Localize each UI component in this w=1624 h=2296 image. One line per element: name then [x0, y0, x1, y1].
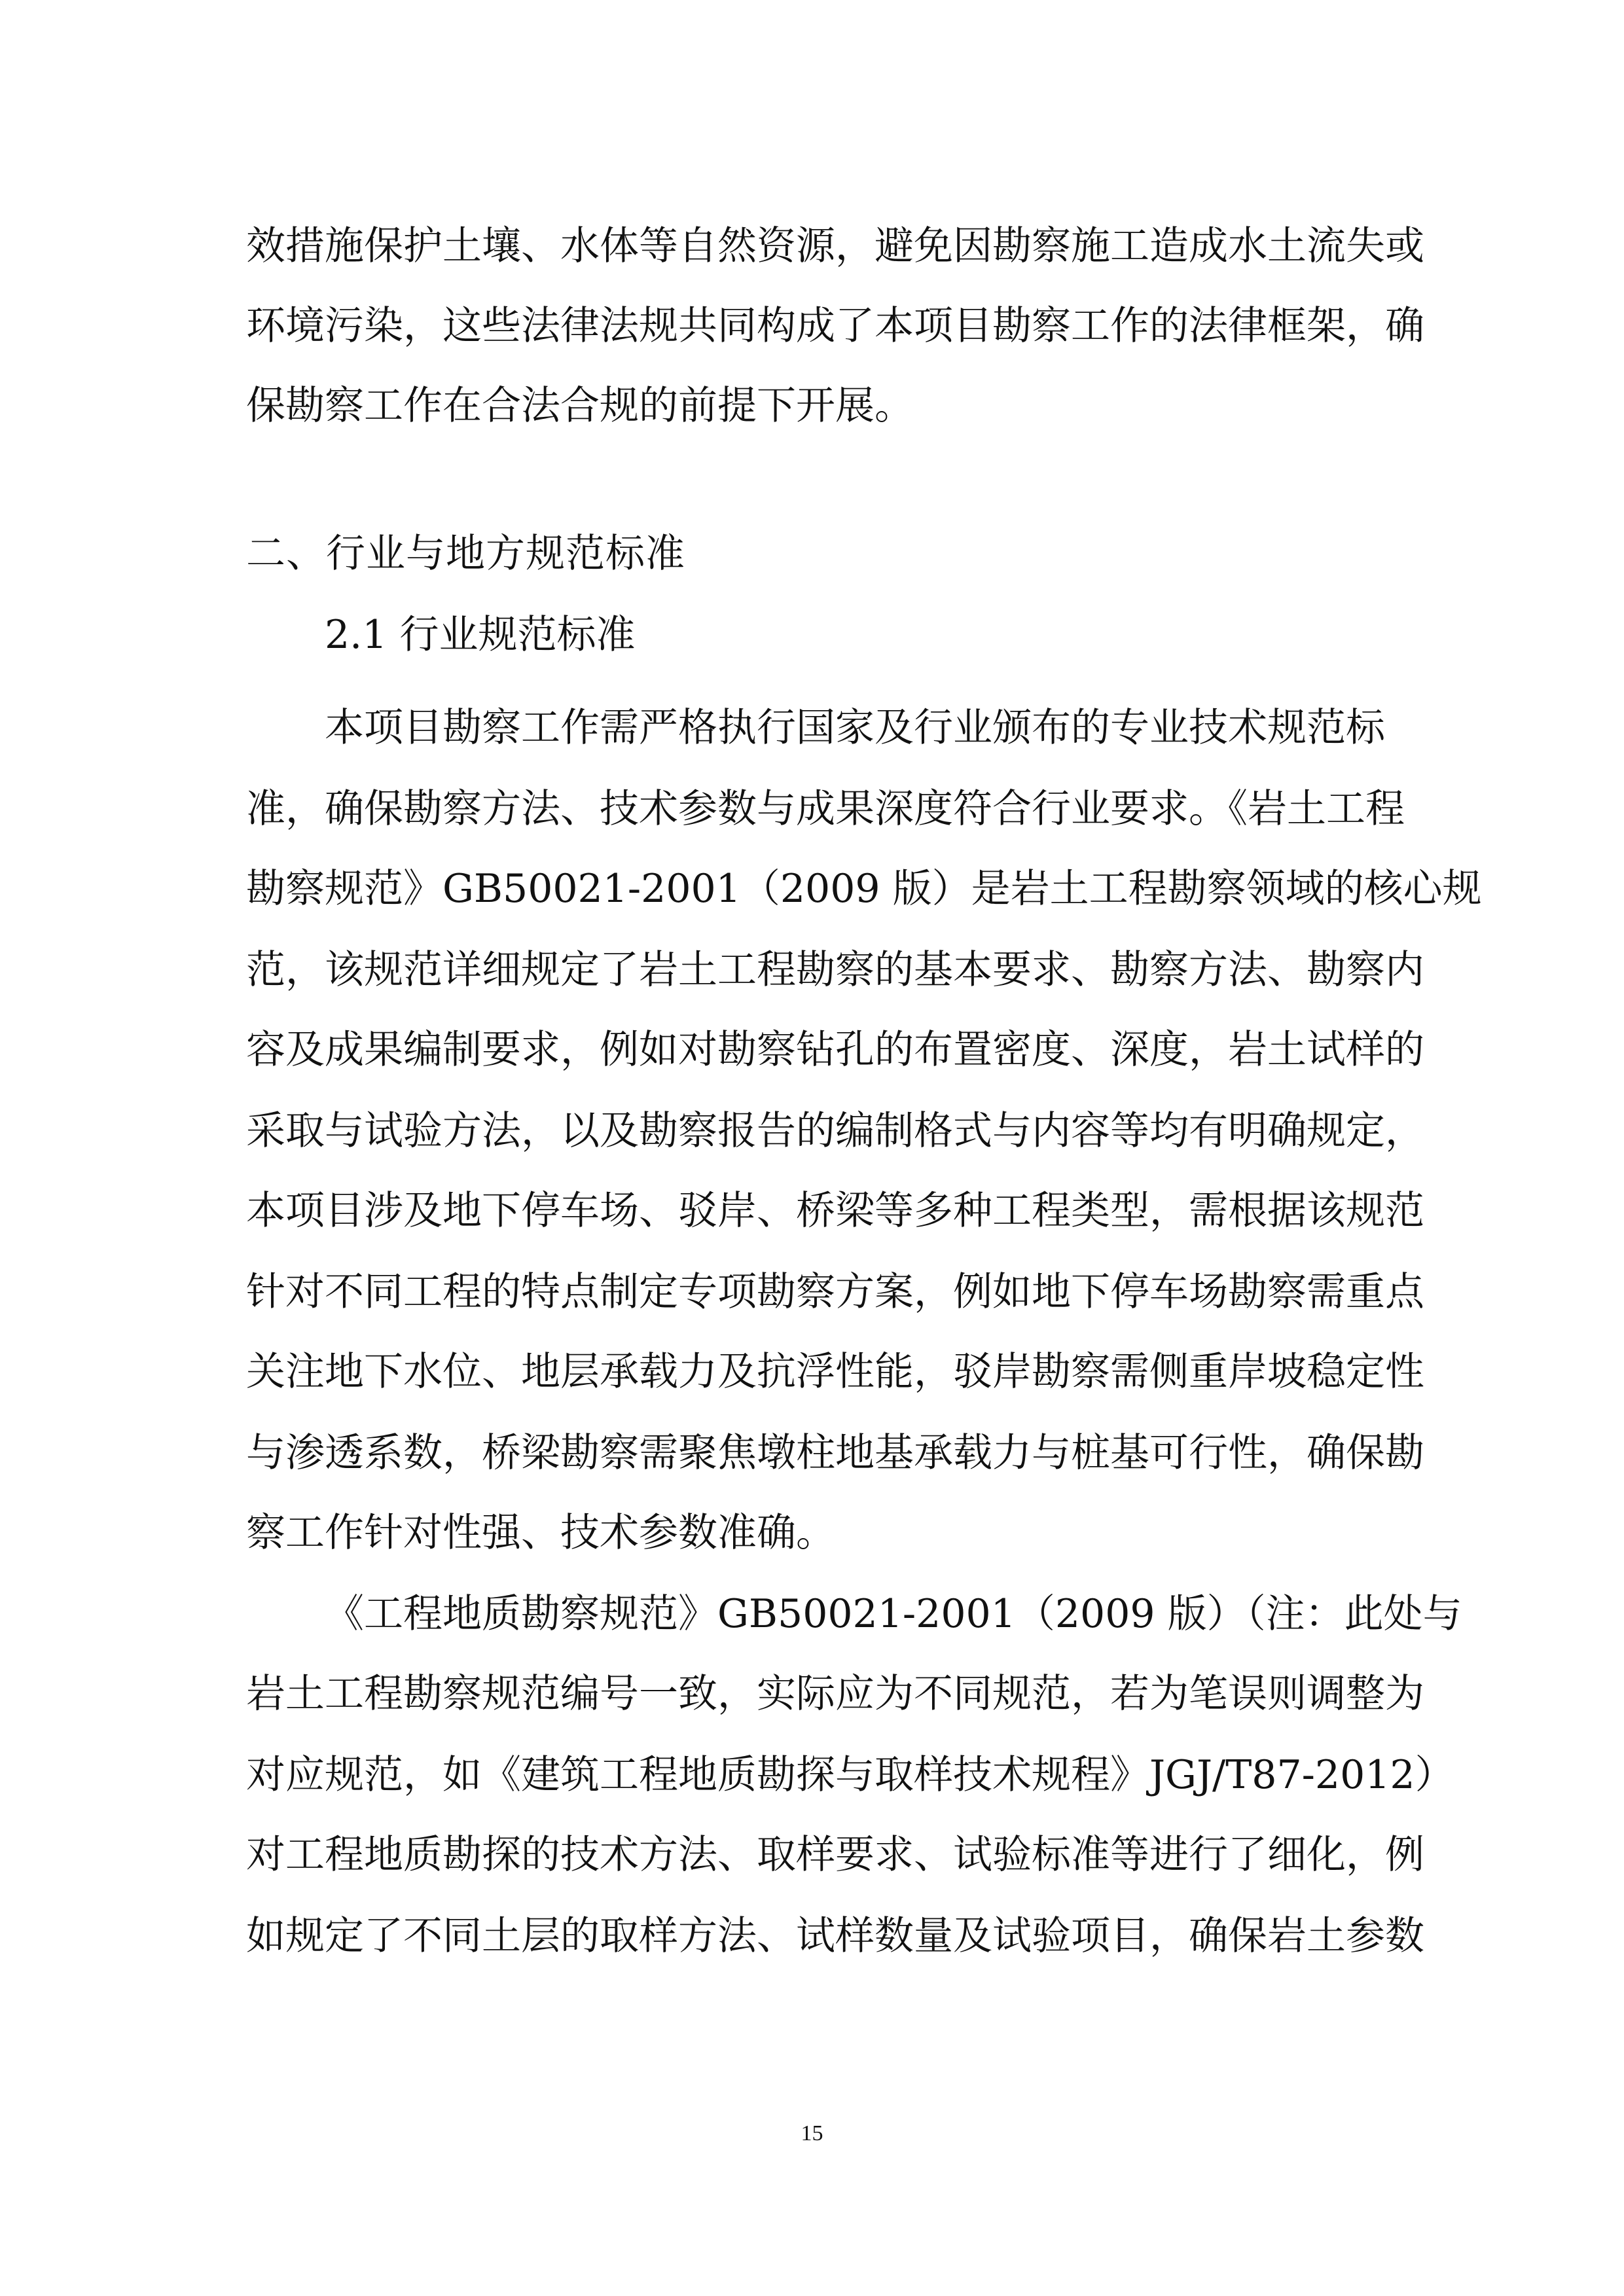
text-line: 范，该规范详细规定了岩土工程勘察的基本要求、勘察方法、勘察内 — [246, 947, 1424, 993]
text-line: 察工作针对性强、技术参数准确。 — [246, 1510, 835, 1556]
subsection-heading: 2.1 行业规范标准 — [325, 612, 636, 658]
text-line: 关注地下水位、地层承载力及抗浮性能，驳岸勘察需侧重岸坡稳定性 — [246, 1349, 1424, 1395]
text-line: 《工程地质勘察规范》GB50021-2001（2009 版）（注：此处与 — [325, 1591, 1462, 1637]
page-number: 15 — [801, 2121, 823, 2145]
text-line: 采取与试验方法，以及勘察报告的编制格式与内容等均有明确规定， — [246, 1108, 1424, 1154]
text-line: 环境污染，这些法律法规共同构成了本项目勘察工作的法律框架，确 — [246, 303, 1424, 349]
text-line: 对工程地质勘探的技术方法、取样要求、试验标准等进行了细化，例 — [246, 1832, 1424, 1878]
text-line: 效措施保护土壤、水体等自然资源，避免因勘察施工造成水土流失或 — [246, 223, 1424, 269]
section-heading: 二、行业与地方规范标准 — [246, 531, 685, 577]
text-line: 容及成果编制要求，例如对勘察钻孔的布置密度、深度，岩土试样的 — [246, 1027, 1424, 1073]
text-line: 保勘察工作在合法合规的前提下开展。 — [246, 383, 914, 429]
text-line: 如规定了不同土层的取样方法、试样数量及试验项目，确保岩土参数 — [246, 1913, 1424, 1959]
text-line: 对应规范，如《建筑工程地质勘探与取样技术规程》JGJ/T87-2012） — [246, 1752, 1454, 1798]
text-line: 本项目勘察工作需严格执行国家及行业颁布的专业技术规范标 — [325, 705, 1385, 751]
text-line: 与渗透系数，桥梁勘察需聚焦墩柱地基承载力与桩基可行性，确保勘 — [246, 1430, 1424, 1476]
text-line: 本项目涉及地下停车场、驳岸、桥梁等多种工程类型，需根据该规范 — [246, 1188, 1424, 1234]
text-line: 岩土工程勘察规范编号一致，实际应为不同规范，若为笔误则调整为 — [246, 1671, 1424, 1717]
text-line: 准，确保勘察方法、技术参数与成果深度符合行业要求。《岩土工程 — [246, 786, 1405, 832]
text-line: 勘察规范》GB50021-2001（2009 版）是岩土工程勘察领域的核心规 — [246, 866, 1482, 912]
text-line: 针对不同工程的特点制定专项勘察方案，例如地下停车场勘察需重点 — [246, 1269, 1424, 1315]
